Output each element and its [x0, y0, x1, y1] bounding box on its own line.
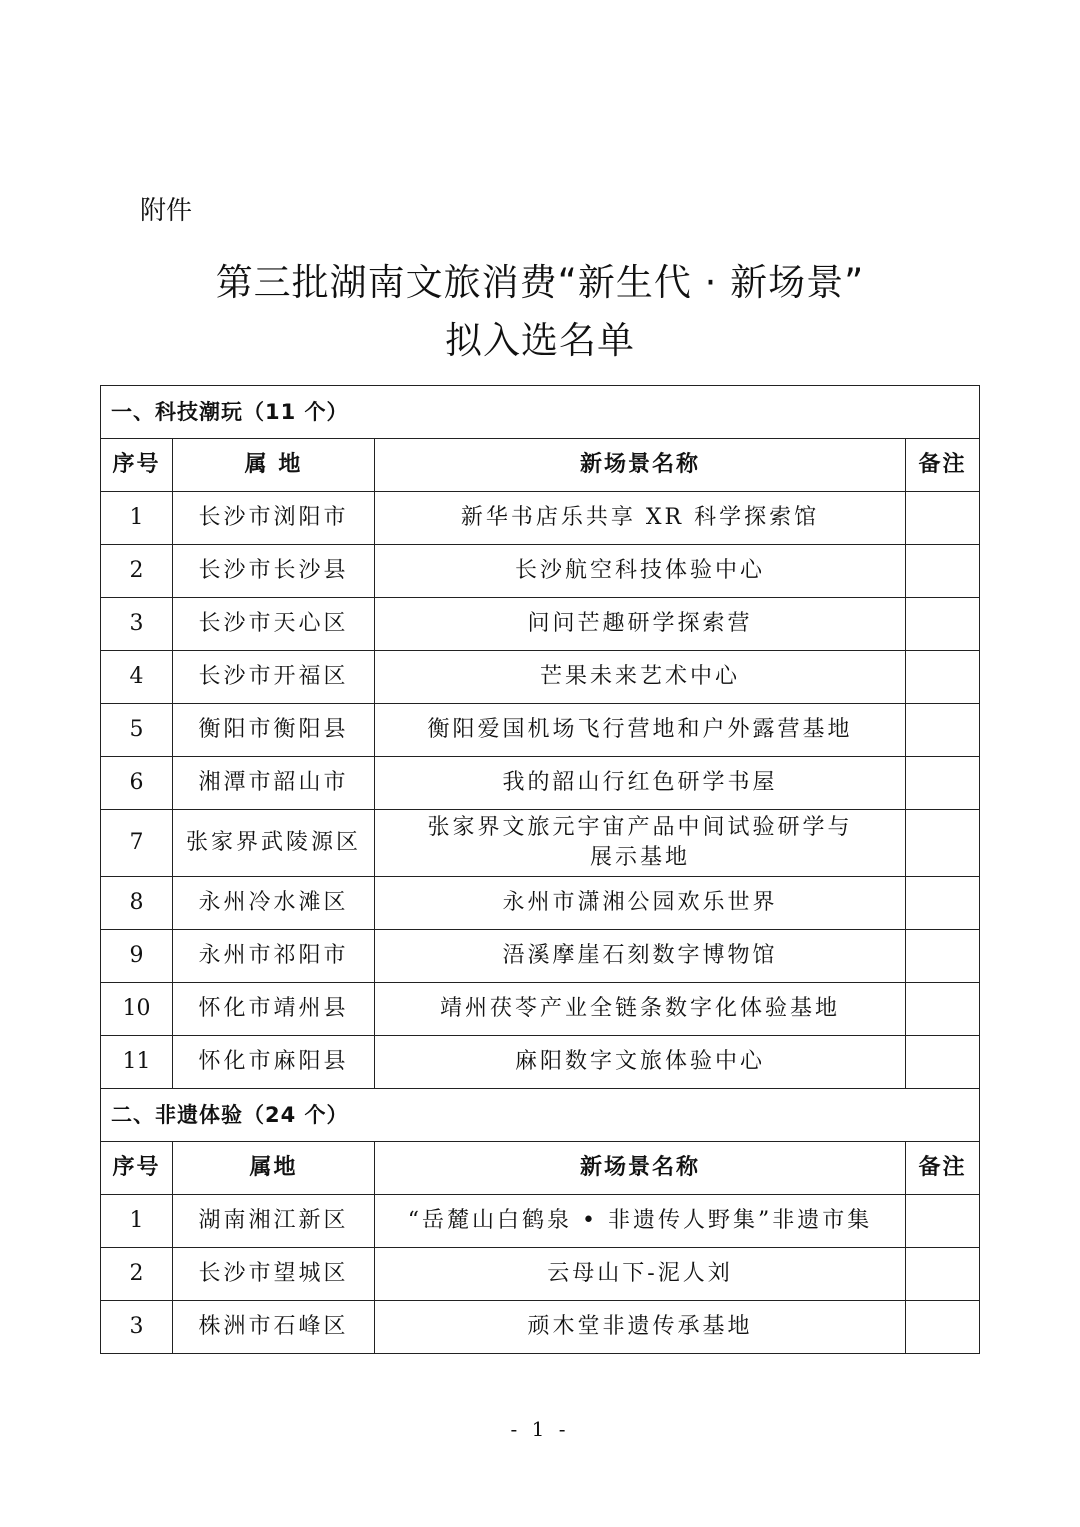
row-no: 3 [101, 1301, 173, 1354]
row-remark [906, 877, 980, 930]
row-location: 长沙市浏阳市 [173, 492, 375, 545]
table-row [101, 1036, 980, 1089]
table-row [101, 1195, 980, 1248]
row-location: 长沙市天心区 [173, 598, 375, 651]
table-row [101, 1248, 980, 1301]
table-row [101, 704, 980, 757]
row-name: 顽木堂非遗传承基地 [375, 1301, 906, 1354]
row-no: 8 [101, 877, 173, 930]
table-row [101, 983, 980, 1036]
row-name: 我的韶山行红色研学书屋 [375, 757, 906, 810]
row-location: 怀化市靖州县 [173, 983, 375, 1036]
row-name [375, 810, 906, 877]
page-number: - 1 - [510, 1417, 570, 1441]
column-header-name: 新场景名称 [375, 439, 906, 492]
row-name: “岳麓山白鹤泉 • 非遗传人野集”非遗市集 [375, 1195, 906, 1248]
row-name: 云母山下-泥人刘 [375, 1248, 906, 1301]
row-remark [906, 1195, 980, 1248]
row-location: 永州市祁阳市 [173, 930, 375, 983]
table-row [101, 651, 980, 704]
row-no: 2 [101, 1248, 173, 1301]
section-heading-row [101, 386, 980, 439]
column-header-location: 属 地 [173, 439, 375, 492]
row-no: 1 [101, 1195, 173, 1248]
section-heading: 二、非遗体验（24 个） [101, 1089, 980, 1142]
attachment-label: 附件 [140, 196, 193, 226]
row-remark [906, 983, 980, 1036]
column-header-name: 新场景名称 [375, 1142, 906, 1195]
row-no: 6 [101, 757, 173, 810]
row-location: 永州冷水滩区 [173, 877, 375, 930]
row-no: 10 [101, 983, 173, 1036]
table-row [101, 757, 980, 810]
row-remark [906, 545, 980, 598]
row-name: 长沙航空科技体验中心 [375, 545, 906, 598]
row-location: 湖南湘江新区 [173, 1195, 375, 1248]
table-row [101, 930, 980, 983]
row-remark [906, 1248, 980, 1301]
row-location: 长沙市长沙县 [173, 545, 375, 598]
table-row [101, 810, 980, 877]
row-no: 11 [101, 1036, 173, 1089]
row-remark [906, 598, 980, 651]
row-no: 4 [101, 651, 173, 704]
row-remark [906, 492, 980, 545]
row-remark [906, 704, 980, 757]
row-name: 永州市潇湘公园欢乐世界 [375, 877, 906, 930]
row-location: 株洲市石峰区 [173, 1301, 375, 1354]
row-no: 5 [101, 704, 173, 757]
row-name: 靖州茯苓产业全链条数字化体验基地 [375, 983, 906, 1036]
row-remark [906, 757, 980, 810]
row-no: 3 [101, 598, 173, 651]
table-row [101, 877, 980, 930]
column-header-remark: 备注 [906, 1142, 980, 1195]
table-row [101, 492, 980, 545]
table-row [101, 598, 980, 651]
row-remark [906, 810, 980, 877]
row-no: 2 [101, 545, 173, 598]
row-location: 湘潭市韶山市 [173, 757, 375, 810]
row-location: 衡阳市衡阳县 [173, 704, 375, 757]
row-name: 麻阳数字文旅体验中心 [375, 1036, 906, 1089]
row-remark [906, 1036, 980, 1089]
candidate-list-table [100, 385, 980, 1354]
row-no: 1 [101, 492, 173, 545]
row-name-line1: 张家界文旅元宇宙产品中间试验研学与 [427, 815, 853, 840]
row-name: 衡阳爱国机场飞行营地和户外露营基地 [375, 704, 906, 757]
column-header-remark: 备注 [906, 439, 980, 492]
section-heading-row [101, 1089, 980, 1142]
column-header-location: 属地 [173, 1142, 375, 1195]
table-row [101, 1301, 980, 1354]
table-header-row [101, 1142, 980, 1195]
row-location: 长沙市望城区 [173, 1248, 375, 1301]
row-remark [906, 930, 980, 983]
table-header-row [101, 439, 980, 492]
section-heading: 一、科技潮玩（11 个） [101, 386, 980, 439]
row-name: 浯溪摩崖石刻数字博物馆 [375, 930, 906, 983]
document-title-line1: 第三批湖南文旅消费“新生代 · 新场景” [215, 261, 865, 304]
row-remark [906, 1301, 980, 1354]
row-no: 9 [101, 930, 173, 983]
row-remark [906, 651, 980, 704]
row-location: 张家界武陵源区 [173, 810, 375, 877]
column-header-no: 序号 [101, 1142, 173, 1195]
row-name: 新华书店乐共享 XR 科学探索馆 [375, 492, 906, 545]
row-name-line2: 展示基地 [589, 845, 690, 870]
document-title-line2: 拟入选名单 [445, 319, 635, 362]
row-location: 怀化市麻阳县 [173, 1036, 375, 1089]
row-no: 7 [101, 810, 173, 877]
row-location: 长沙市开福区 [173, 651, 375, 704]
column-header-no: 序号 [101, 439, 173, 492]
row-name: 芒果未来艺术中心 [375, 651, 906, 704]
table-row [101, 545, 980, 598]
row-name: 问问芒趣研学探索营 [375, 598, 906, 651]
